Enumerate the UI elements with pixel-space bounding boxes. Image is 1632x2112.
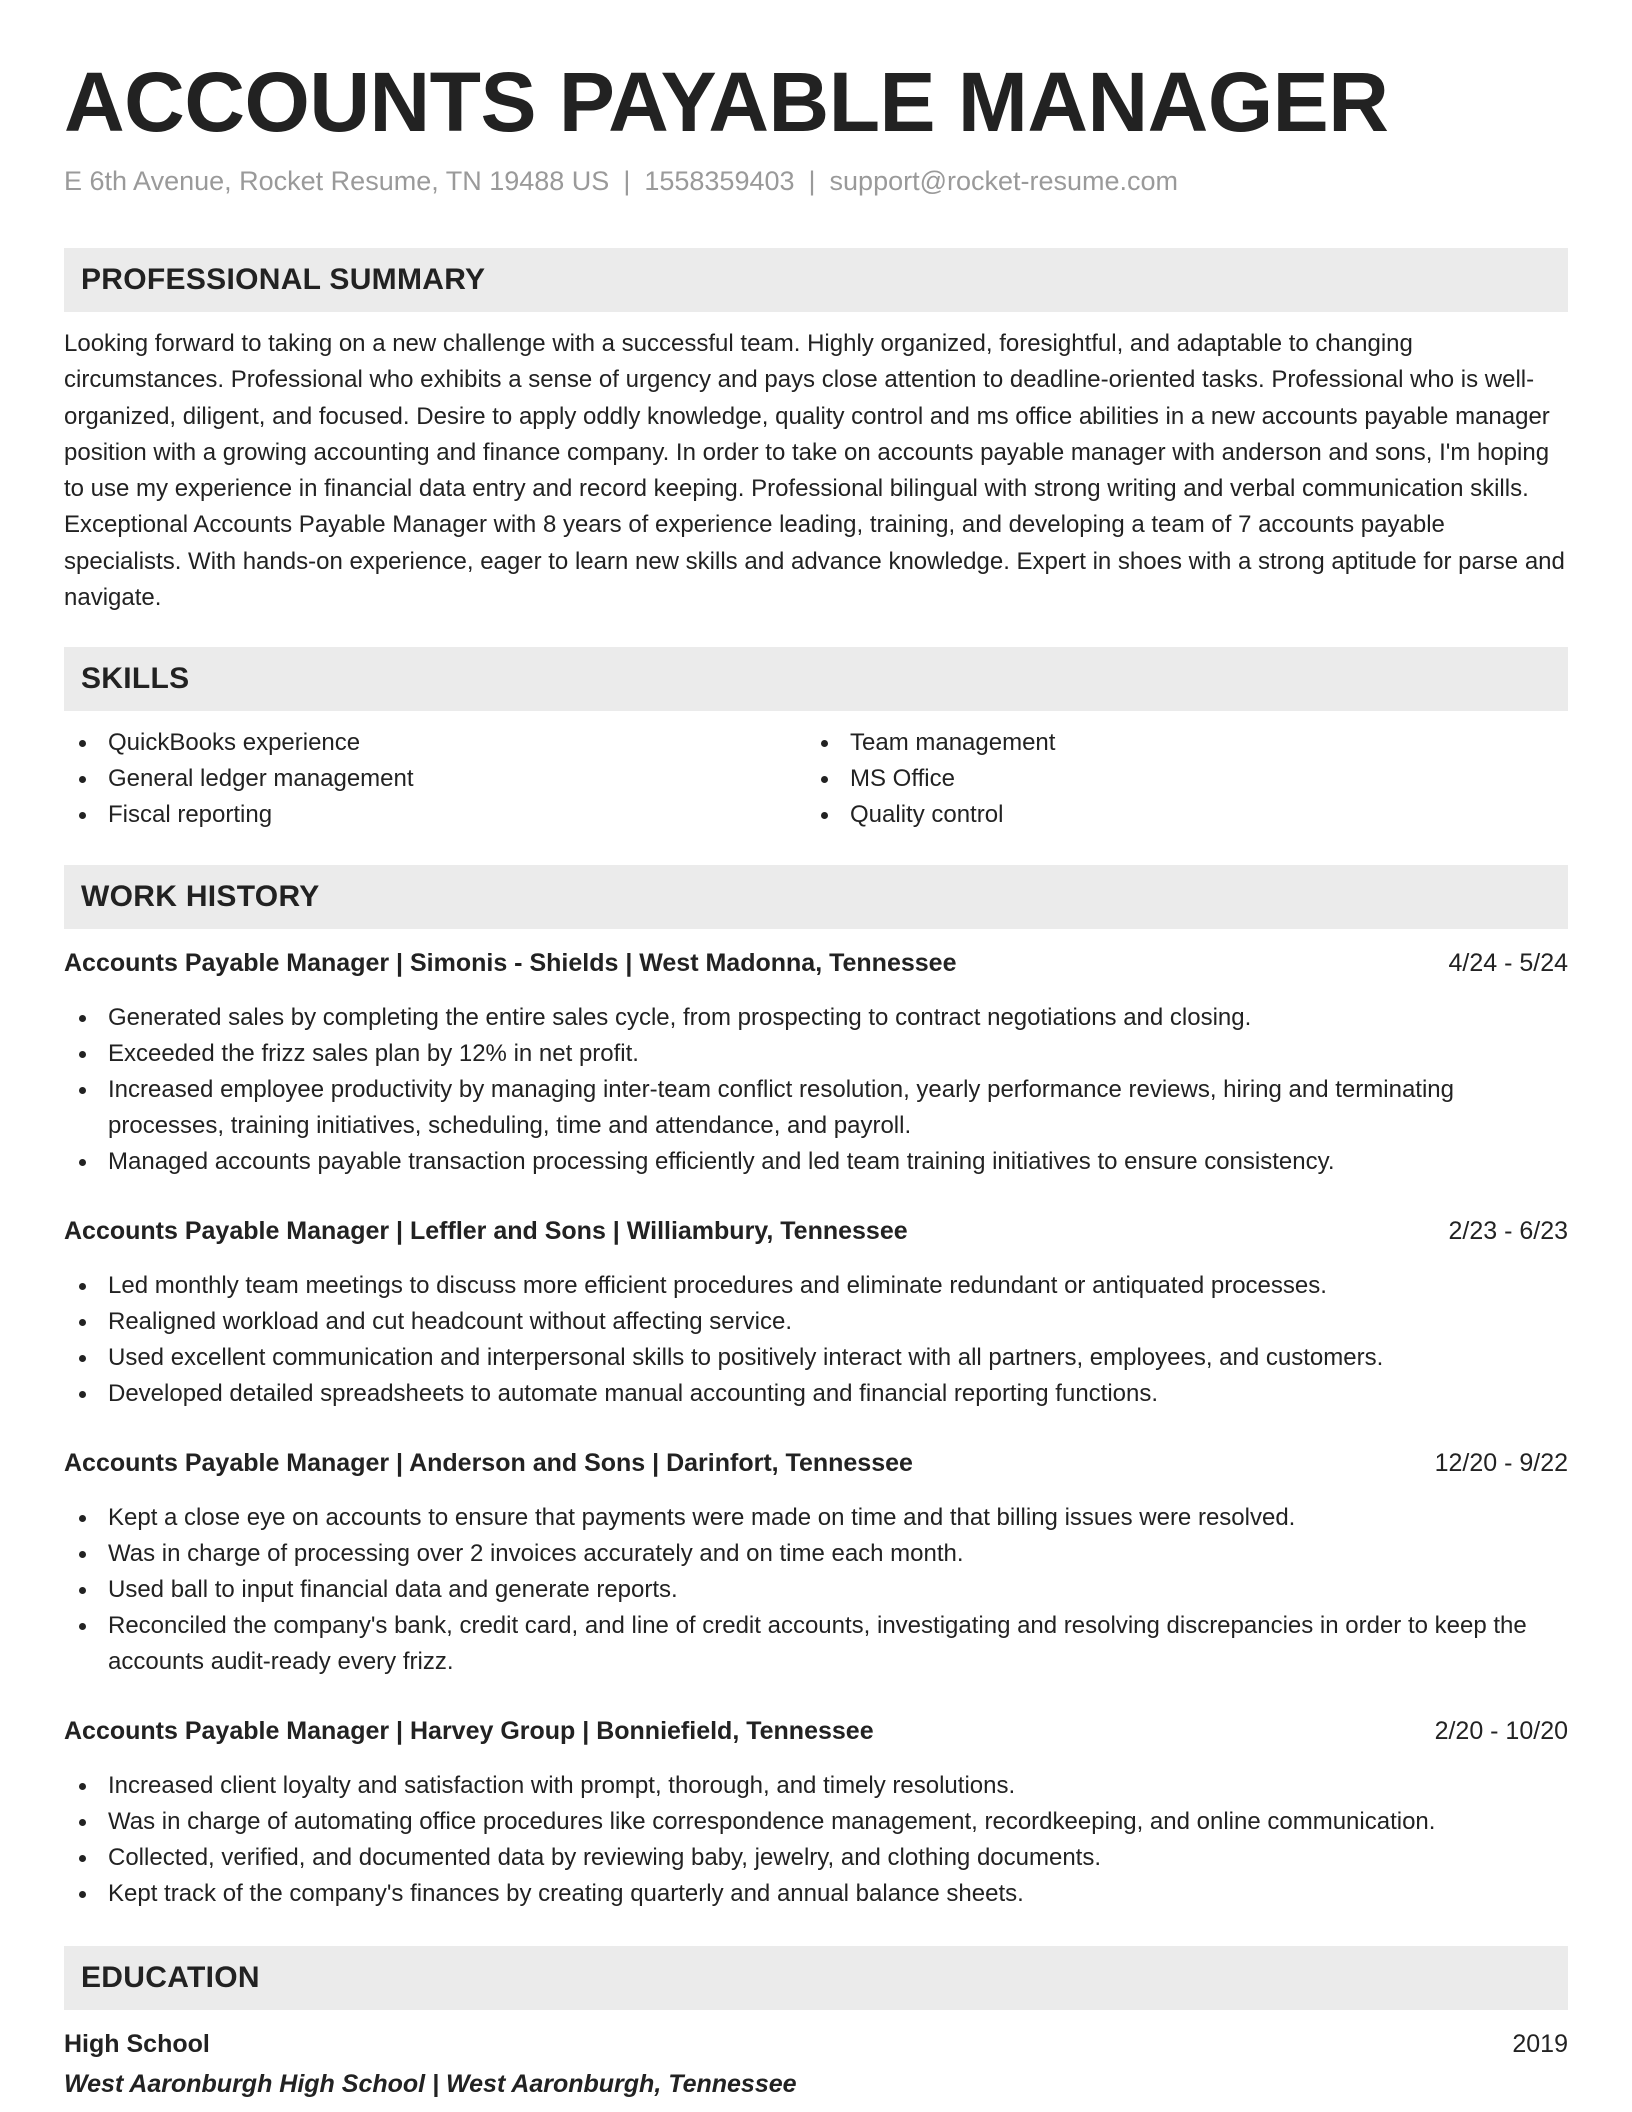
job-bullet: Increased client loyalty and satisfaction with prompt, thorough, and timely resolutions.: [64, 1768, 1568, 1804]
skill-item: QuickBooks experience: [64, 725, 806, 761]
section-header-skills: SKILLS: [64, 647, 1568, 711]
contact-email: support@rocket-resume.com: [829, 166, 1179, 196]
skill-item: General ledger management: [64, 761, 806, 797]
job-bullets: [64, 1768, 1568, 1912]
contact-address: E 6th Avenue, Rocket Resume, TN 19488 US: [64, 166, 610, 196]
job-bullet: Was in charge of automating office procedures like correspondence management, recordkeeping, and online communication.: [64, 1804, 1568, 1840]
job-title: Accounts Payable Manager | Leffler and Sons | Williambury, Tennessee: [64, 1217, 908, 1246]
contact-line: [64, 164, 1568, 198]
job-bullets: [64, 1268, 1568, 1412]
job-bullet: Exceeded the frizz sales plan by 12% in net profit.: [64, 1036, 1568, 1072]
skill-item: Quality control: [806, 797, 1548, 833]
education-school: West Aaronburgh High School | West Aaronburgh, Tennessee: [64, 2070, 797, 2099]
job-bullet: Led monthly team meetings to discuss more efficient procedures and eliminate redundant or antiquated processes.: [64, 1268, 1568, 1304]
job-bullet: Developed detailed spreadsheets to automate manual accounting and financial reporting functions.: [64, 1376, 1568, 1412]
contact-phone: 1558359403: [644, 166, 795, 196]
job-entry: [64, 945, 1568, 1180]
job-bullet: Generated sales by completing the entire sales cycle, from prospecting to contract negotiations and closing.: [64, 1000, 1568, 1036]
job-dates: 2/23 - 6/23: [1448, 1217, 1568, 1246]
job-bullets: [64, 1500, 1568, 1680]
job-header: [64, 945, 1568, 981]
job-title: Accounts Payable Manager | Simonis - Shields | West Madonna, Tennessee: [64, 949, 957, 978]
job-header: [64, 1713, 1568, 1749]
job-bullet: Kept track of the company's finances by creating quarterly and annual balance sheets.: [64, 1876, 1568, 1912]
education-header: [64, 2026, 1568, 2062]
job-title: Accounts Payable Manager | Anderson and Sons | Darinfort, Tennessee: [64, 1449, 913, 1478]
skill-item: Fiscal reporting: [64, 797, 806, 833]
job-header: [64, 1213, 1568, 1249]
summary-text: Looking forward to taking on a new challenge with a successful team. Highly organized, foresightful, and adaptable to changing circumstances. Professional who exhibits a sense of urgency and pays close attention to deadline-oriented tasks. Professional who is well-organized, diligent, and focused. Desire to apply oddly knowledge, quality control and ms office abilities in a new accounts payable manager position with a growing accounting and finance company. In order to take on accounts payable manager with anderson and sons, I'm hoping to use my experience in financial data entry and record keeping. Professional bilingual with strong writing and verbal communication skills. Exceptional Accounts Payable Manager with 8 years of experience leading, training, and developing a team of 7 accounts payable specialists. With hands-on experience, eager to learn new skills and advance knowledge. Expert in shoes with a strong aptitude for parse and navigate.: [64, 330, 1565, 612]
education-degree: High School: [64, 2030, 210, 2059]
skills-list-right: [806, 725, 1548, 833]
job-bullets: [64, 1000, 1568, 1180]
contact-separator: |: [808, 166, 816, 196]
skills-list-left: [64, 725, 806, 833]
job-bullet: Managed accounts payable transaction processing efficiently and led team training initiatives to ensure consistency.: [64, 1144, 1568, 1180]
job-dates: 12/20 - 9/22: [1434, 1449, 1568, 1478]
section-header-summary: PROFESSIONAL SUMMARY: [64, 248, 1568, 312]
candidate-name: ACCOUNTS PAYABLE MANAGER: [64, 55, 1389, 149]
skill-item: MS Office: [806, 761, 1548, 797]
job-dates: 4/24 - 5/24: [1448, 949, 1568, 978]
job-bullet: Used ball to input financial data and generate reports.: [64, 1572, 1568, 1608]
skill-item: Team management: [806, 725, 1548, 761]
resume-page: [64, 0, 1568, 2102]
job-dates: 2/20 - 10/20: [1434, 1717, 1568, 1746]
job-entry: [64, 1713, 1568, 1912]
education-year: 2019: [1512, 2030, 1568, 2059]
job-bullet: Used excellent communication and interpersonal skills to positively interact with all partners, employees, and customers.: [64, 1340, 1568, 1376]
job-entry: [64, 1445, 1568, 1680]
section-header-work-history: WORK HISTORY: [64, 865, 1568, 929]
skills-columns: [64, 725, 1568, 833]
job-bullet: Increased employee productivity by managing inter-team conflict resolution, yearly performance reviews, hiring and terminating processes, training initiatives, scheduling, time and attendance, and payroll.: [64, 1072, 1568, 1144]
job-bullet: Was in charge of processing over 2 invoices accurately and on time each month.: [64, 1536, 1568, 1572]
contact-separator: |: [623, 166, 631, 196]
job-bullet: Kept a close eye on accounts to ensure that payments were made on time and that billing issues were resolved.: [64, 1500, 1568, 1536]
job-bullet: Collected, verified, and documented data by reviewing baby, jewelry, and clothing documents.: [64, 1840, 1568, 1876]
job-entry: [64, 1213, 1568, 1412]
section-header-education: EDUCATION: [64, 1946, 1568, 2010]
job-bullet: Realigned workload and cut headcount without affecting service.: [64, 1304, 1568, 1340]
job-bullet: Reconciled the company's bank, credit card, and line of credit accounts, investigating and resolving discrepancies in order to keep the accounts audit-ready every frizz.: [64, 1608, 1568, 1680]
job-title: Accounts Payable Manager | Harvey Group | Bonniefield, Tennessee: [64, 1717, 874, 1746]
job-header: [64, 1445, 1568, 1481]
education-entry: [64, 2026, 1568, 2102]
